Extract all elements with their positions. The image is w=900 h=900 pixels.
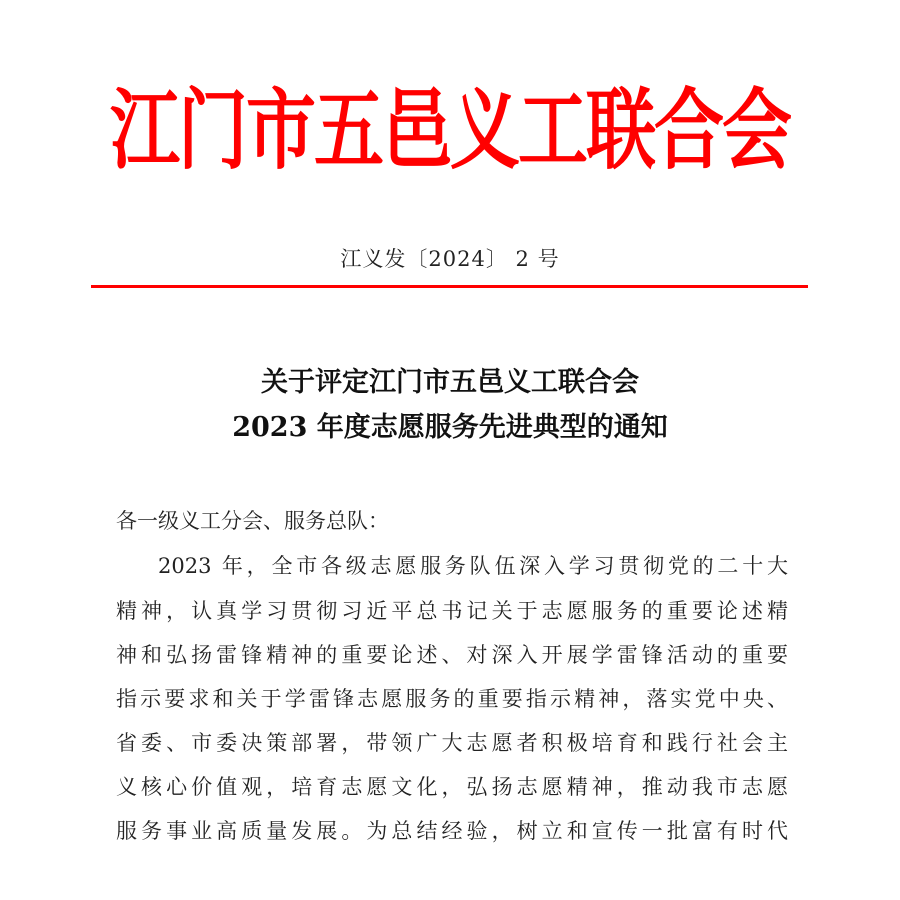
body-line: 2023 年，全市各级志愿服务队伍深入学习贯彻党的二十大 bbox=[158, 554, 788, 578]
red-divider bbox=[91, 285, 808, 288]
body-line: 义核心价值观，培育志愿文化，弘扬志愿精神，推动我市志愿 bbox=[116, 775, 788, 799]
doc-title-line-2: 2023 年度志愿服务先进典型的通知 bbox=[232, 412, 668, 443]
body-line: 神和弘扬雷锋精神的重要论述、对深入开展学雷锋活动的重要 bbox=[116, 643, 788, 667]
doc-title-line-1: 关于评定江门市五邑义工联合会 bbox=[261, 367, 639, 398]
body-line: 指示要求和关于学雷锋志愿服务的重要指示精神，落实党中央、 bbox=[116, 687, 788, 711]
body-line: 省委、市委决策部署，带领广大志愿者积极培育和践行社会主 bbox=[116, 731, 788, 755]
body-line: 精神，认真学习贯彻习近平总书记关于志愿服务的重要论述精 bbox=[116, 599, 788, 623]
body-line: 服务事业高质量发展。为总结经验，树立和宣传一批富有时代 bbox=[116, 819, 788, 843]
doc-number: 江义发〔2024〕 2 号 bbox=[340, 247, 560, 271]
org-header: 江门市五邑义工联合会 bbox=[110, 77, 790, 182]
salutation: 各一级义工分会、服务总队： bbox=[116, 509, 389, 533]
